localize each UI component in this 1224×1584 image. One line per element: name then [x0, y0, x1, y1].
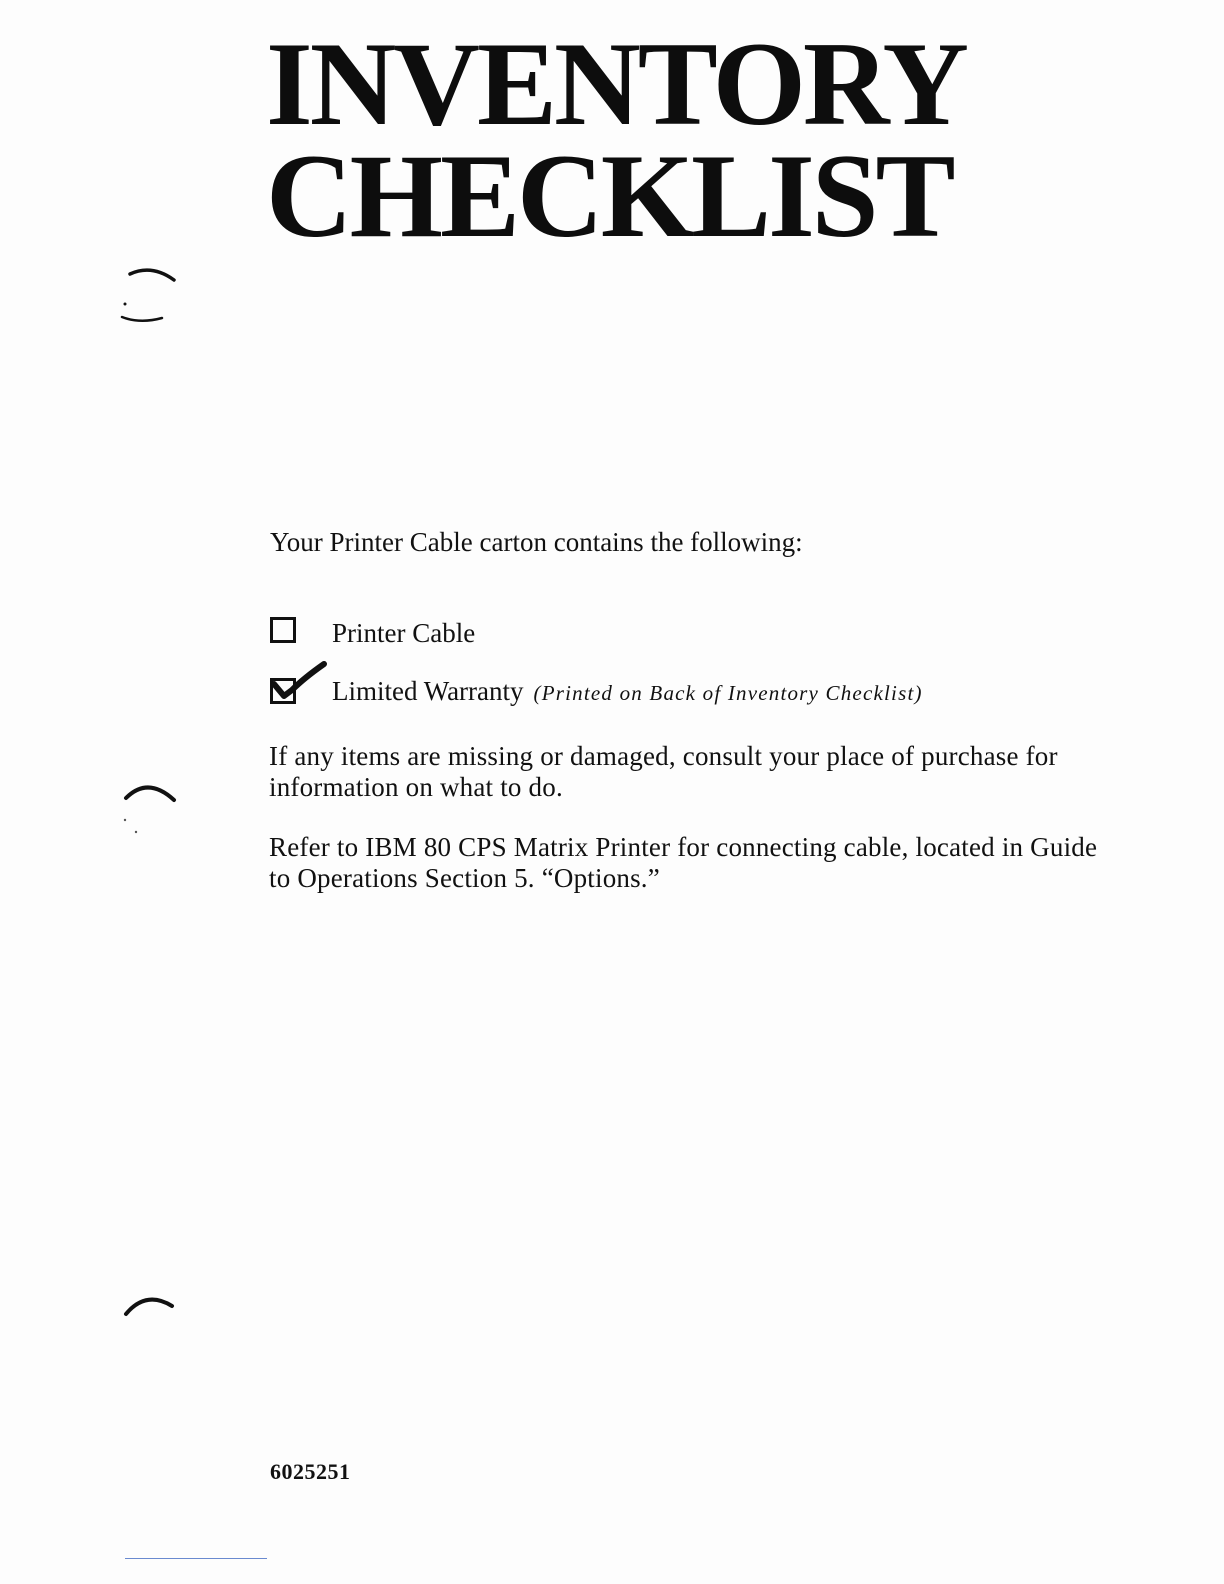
intro-text: Your Printer Cable carton contains the following:: [270, 527, 803, 557]
empty-checkbox-icon: [270, 617, 296, 643]
part-number: 6025251: [270, 1459, 351, 1484]
checklist-item-printer-cable: [270, 614, 1070, 654]
item-note: (Printed on Back of Inventory Checklist): [533, 681, 923, 705]
footer-rule: [125, 1558, 267, 1559]
hole-punch-mark-bottom: [118, 1284, 188, 1334]
title-line-2: CHECKLIST: [266, 129, 953, 262]
title-line-1: INVENTORY: [266, 17, 967, 150]
reference-paragraph: Refer to IBM 80 CPS Matrix Printer for connecting cable, located in Guide to Operations Section 5. “Options.”: [269, 832, 1098, 893]
hole-punch-mark-top: [112, 262, 182, 332]
item-label-text: Limited Warranty: [332, 676, 524, 706]
hole-punch-mark-middle: [118, 772, 188, 842]
missing-items-paragraph: If any items are missing or damaged, consult your place of purchase for information on what to do.: [269, 741, 1058, 802]
item-label: [332, 616, 475, 650]
page-title: [266, 17, 967, 262]
item-label-text: Printer Cable: [332, 618, 476, 648]
checklist-item-limited-warranty: [270, 672, 1070, 712]
checked-checkbox-icon: [270, 678, 296, 704]
item-label: [332, 674, 923, 710]
